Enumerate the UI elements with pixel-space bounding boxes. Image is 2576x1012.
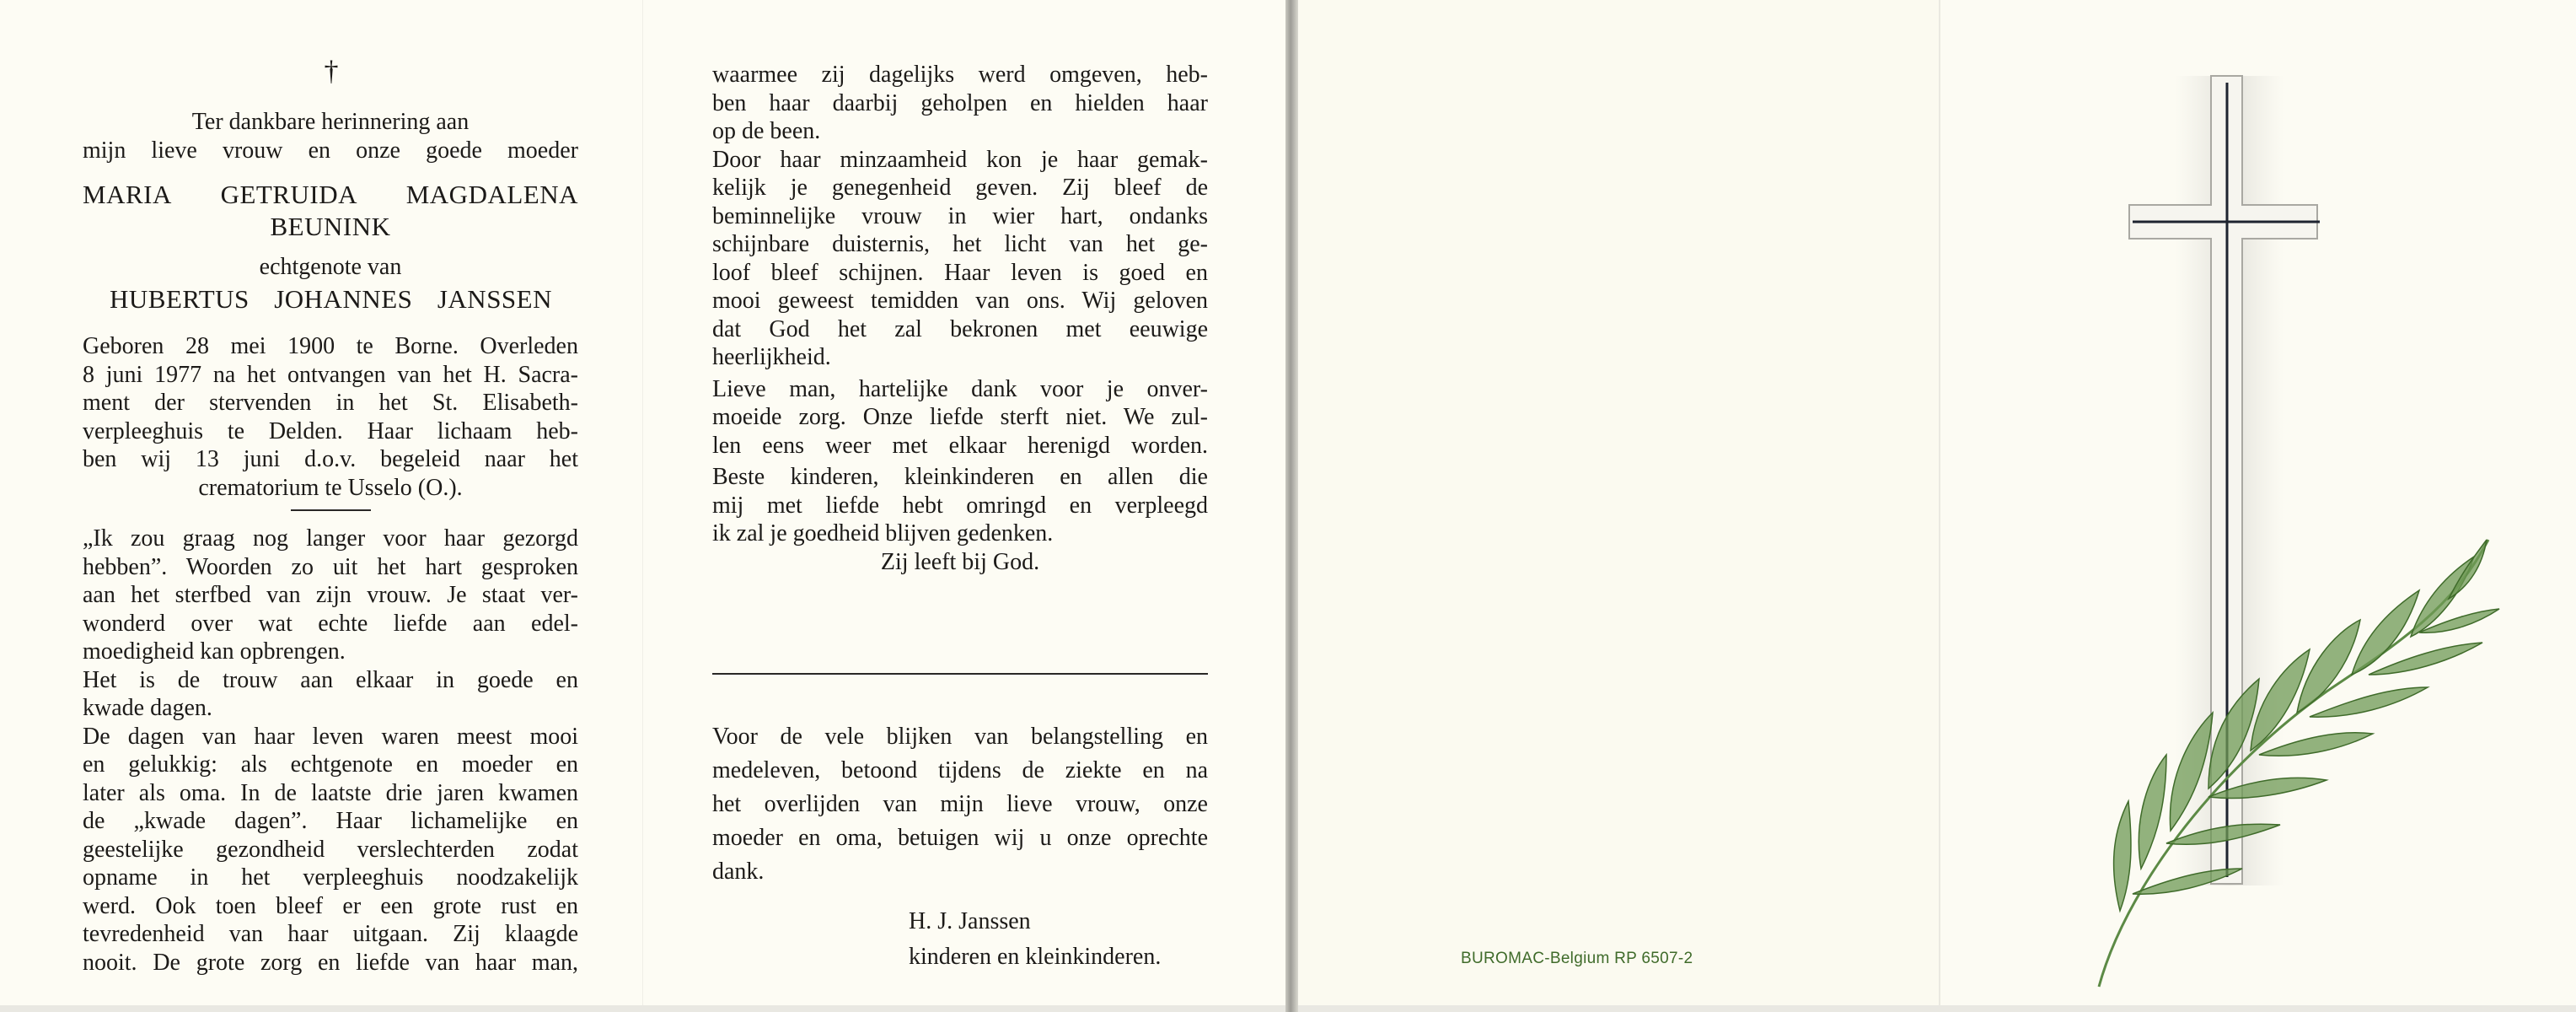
text-line: Beste kinderen, kleinkinderen en allen die [712, 464, 1208, 490]
text-line: loof bleef schijnen. Haar leven is goed en [712, 259, 1208, 286]
text-line: medeleven, betoond tijdens de ziekte en na [712, 757, 1208, 783]
text-line: tevredenheid van haar uitgaan. Zij klaagde [83, 921, 578, 947]
text-line: Lieve man, hartelijke dank voor je onver- [712, 375, 1208, 402]
text-line: waarmee zij dagelijks werd omgeven, heb- [712, 62, 1208, 88]
text-line: aan het sterfbed van zijn vrouw. Je staat ver- [83, 582, 578, 608]
text-line: Het is de trouw aan elkaar in goede en [83, 666, 578, 693]
intro-line: mijn lieve vrouw en onze goede moeder [83, 137, 578, 164]
text-line: dat God het zal bekronen met eeuwige [712, 315, 1208, 342]
bio-line: ben wij 13 juni d.o.v. begeleid naar het [83, 446, 578, 472]
spouse-label: echtgenote van [259, 254, 402, 280]
text-line: ik zal je goedheid blijven gedenken. [712, 520, 1054, 546]
text-line: kwade dagen. [83, 695, 212, 721]
text-line: heerlijkheid. [712, 344, 831, 370]
bio-line: Geboren 28 mei 1900 te Borne. Overleden [83, 333, 578, 359]
text-line: beminnelijke vrouw in wier hart, ondanks [712, 202, 1208, 229]
signature-line: H. J. Janssen [909, 908, 1031, 934]
palm-branch-icon [2099, 540, 2499, 987]
cross-symbol: † [324, 56, 339, 87]
text-line: nooit. De grote zorg en liefde van haar man, [83, 949, 578, 976]
text-line: schijnbare duisternis, het licht van het ge- [712, 231, 1208, 257]
text-line: len eens weer met elkaar herenigd worden. [712, 432, 1208, 459]
text-line: ben haar daarbij geholpen en hielden haar [712, 89, 1208, 116]
text-line: Door haar minzaamheid kon je haar gemak- [712, 146, 1208, 173]
text-line: het overlijden van mijn lieve vrouw, onze [712, 791, 1208, 817]
text-line: wonderd over wat echte liefde aan edel- [83, 610, 578, 637]
text-line: op de been. [712, 118, 821, 144]
text-line: mooi geweest temidden van ons. Wij geloven [712, 288, 1208, 314]
name-line: MARIA GETRUIDA MAGDALENA [83, 180, 578, 209]
bio-line: crematorium te Usselo (O.). [198, 474, 463, 501]
spouse-name-text: HUBERTUS JOHANNES JANSSEN [110, 285, 552, 314]
text-line: opname in het verpleeghuis noodzakelijk [83, 864, 578, 891]
text-line: werd. Ook toen bleef er een grote rust en [83, 892, 578, 919]
text-line: mij met liefde hebt omringd en verpleegd [712, 492, 1208, 519]
intro-line: Ter dankbare herinnering aan [191, 109, 470, 135]
text-line: de „kwade dagen”. Haar lichamelijke en [83, 808, 578, 834]
text-line: later als oma. In de laatste drie jaren kwamen [83, 779, 578, 806]
signature-line: kinderen en kleinkinderen. [909, 944, 1162, 970]
text-line: moedigheid kan opbrengen. [83, 638, 346, 665]
closing-line: Zij leeft bij God. [880, 549, 1040, 575]
text-line: dank. [712, 859, 765, 885]
text-line: „Ik zou graag nog langer voor haar gezorgd [83, 525, 578, 552]
printer-imprint: BUROMAC-Belgium RP 6507-2 [1461, 950, 1693, 967]
text-line: Voor de vele blijken van belangstelling en [712, 724, 1208, 750]
bio-line: ment der stervenden in het St. Elisabeth- [83, 390, 578, 416]
bio-line: verpleeghuis te Delden. Haar lichaam heb- [83, 417, 578, 444]
name-line: BEUNINK [270, 212, 391, 241]
text-line: De dagen van haar leven waren meest mooi [83, 723, 578, 750]
text-line: moeide zorg. Onze liefde sterft niet. We zul- [712, 404, 1208, 430]
text-line: kelijk je genegenheid geven. Zij bleef de [712, 175, 1208, 201]
bio-line: 8 juni 1977 na het ontvangen van het H. Sacra- [83, 361, 578, 388]
text-line: moeder en oma, betuigen wij u onze oprechte [712, 825, 1208, 851]
text-line: geestelijke gezondheid verslechterden zodat [83, 836, 578, 863]
text-line: en gelukkig: als echtgenote en moeder en [83, 751, 578, 778]
text-line: hebben”. Woorden zo uit het hart gesproken [83, 553, 578, 580]
